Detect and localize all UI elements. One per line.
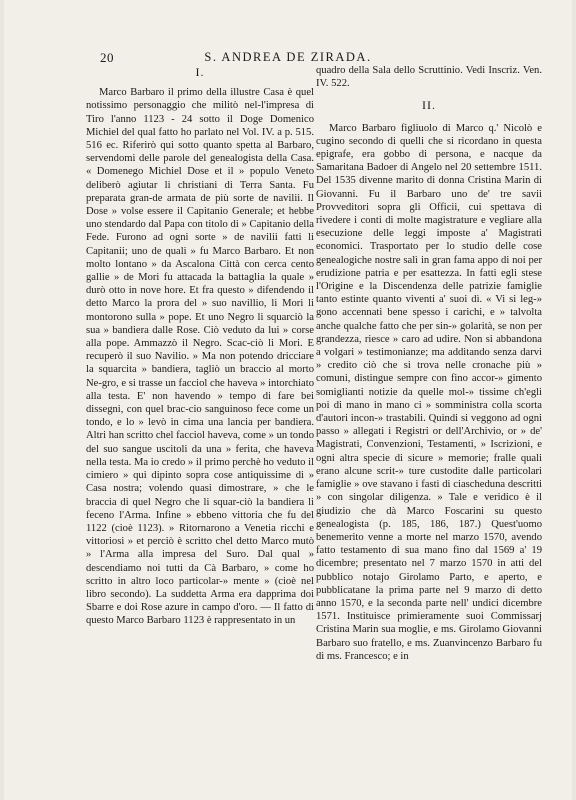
paragraph-marco-barbaro-ii: Marco Barbaro figliuolo di Marco q.' Nicolò e cugino secondo di quelli che si ricordano in questa epigrafe, era gobbo di persona, e nacque da Samaritana Badoer di Angelo nel 20 settembre 1511. Del 1535 divenne marito di donna Cristina Marin di Giovanni. Fu il Barbaro uno de' tre savii Provveditori sopra gli Officii, cui spettava di rivedere i conti di molte magistrature e vegliare alla esecuzione delle leggi imposte a' Magistrati economici. Trasportato per lo studio delle cose genealogiche nostre salì in gran fama appo di noi per erudizione patria e per esattezza. In fatti egli stese l'Origine e la Discendenza delle patrizie famiglie tanto estinte quanto viventi a' suoi dì. « Vi si leg-» gono accennati bene spesso i carichi, e » talvolta anche qualche fatto che per sin-» golarità, se non per grandezza, riesce » caro ad udire. Non si abbandona a volgari » testimonianze; ma additando senza darvi » credito ciò che si trova nelle cronache più » comuni, distingue sempre con fino accor-» gimento somiglianti notizie da quelle mol-» tissime ch'egli poi di mano in mano ci » somministra colla scorta d'autori incon-» trastabili. Quindi si veggono ad ogni passo » allegati i Registri or dell'Archivio, or » de' Magistrati, Convenzioni, Testamenti, » Iscrizioni, e ogni altra specie di sicure » memorie; fralle quali erano alcune scrit-» ture custodite dalle particolari famiglie » ove stavano i fasti di ciascheduna descritti » con singolar diligenza. » Tale e veridico è il giudizio che dà Marco Foscarini su questo genealogista (p. 185, 186, 187.) Quest'uomo benemerito venne a morte nel marzo 1570, avendo fatto testamento di sua mano fino dal 1569 a' 19 dicembre; presentato nel 7 marzo 1570 in atti del pubblico notajo Girolamo Parto, e aperto, e pubblicatane la prima parte nel 9 marzo di detto anno 1570, e la seconda parte nell' undici dicembre 1571. Instituisce primieramente suoi Commissarj Cristina Marin sua moglie, e ms. Girolamo Giovanni Barbaro suo fratello, e ms. Zuanvincenzo Barbaro fu di ms. Francesco; e in (316, 122, 542, 662)
left-column (86, 64, 314, 628)
running-title: S. ANDREA DE ZIRADA. (204, 50, 372, 64)
book-page (4, 0, 572, 800)
paragraph-continuation: quadro della Sala dello Scruttinio. Vedi Inscriz. Ven. IV. 522. (316, 65, 542, 90)
paragraph-marco-barbaro-i: Marco Barbaro il primo della illustre Casa è quel notissimo personaggio che militò nel-l'impresa di Tiro l'anno 1123 - 24 sotto il Doge Domenico Michiel del qual fatto ho parlato nel Vol. IV. a p. 515. 516 ec. Riferirò qui sotto quanto spetta al Barbaro, servendomi delle parole del genealogista della Casa. « Domenego Michiel Dose et il » populo Veneto deliberò agiutar li christiani di Terra Santa. Fu preparata gran-de armata de più sorte de navilii. Il Dose » volse essere il Capitanio Generale; et hebbe uno stendardo dal Papa con titolo di » Capitanio della Fede. Furono ad ogni sorte » de navilii fatti li Capitanii; uno de quali » fu Marco Barbaro. Et non molto lontano » da Ascalona Città con cerca cento gallie » de Mori fu attacada la battaglia la quale » durò otto in nove hore. Et fra questo » difendendo il detto Marco la prora del » suo navillio, li Mori li montorono sulla » pope. Et uno Negro li squarciò la sua » bandiera dalle Rose. Ciò veduto da lui » corse alla pope. Ammazzò il Negro. Scac-ciò li Mori. E recuperò il suo Navilio. » Ma non potendo dricciare la squarcita » bandiera, tagliò un braccio al morto Ne-gro, e si trasse un facciol che haveva » intorchiato alla testa. E' non havendo » tempo di fare bei dissegni, con quel brac-cio sanguinoso fece come un tondo, e lo » levò in cima una lancia per bandiera. Altri han scritto chel facciol haveva, come » un tondo del suo sangue uscitoli da una » ferita, che haveva nella testa. Ma io credo » il primo perchè ho veduto il cimiero » qui dipinto sopra cose antiquissime di » Casa nostra; volendo quasi dimostrare, » che le braccia di quel Negro che li squar-ciò la bandiera li feceno l'Arma. Infine » ebbeno vittoria che fu del 1122 (cioè 1123). » Ritornarono a Venetia ricchi e vittoriosi » et perciò è scritto chel detto Marco mutò » l'Arma alla impresa del Suro. Dal qual » descendiamo noi tutti da Cà Barbaro, » come ho scritto in altro loco particolar-» mente » (cioè nel libro secondo). La suddetta Arma era dapprima doi Sbarre e doi Rose azure in campo d'oro. — Il fatto di questo Marco Barbaro 1123 è rappresentato in un (86, 87, 314, 627)
section-heading-ii: II. (422, 98, 436, 113)
page-number: 20 (100, 50, 114, 65)
right-column (316, 64, 542, 663)
section-heading-i: I. (195, 65, 205, 79)
